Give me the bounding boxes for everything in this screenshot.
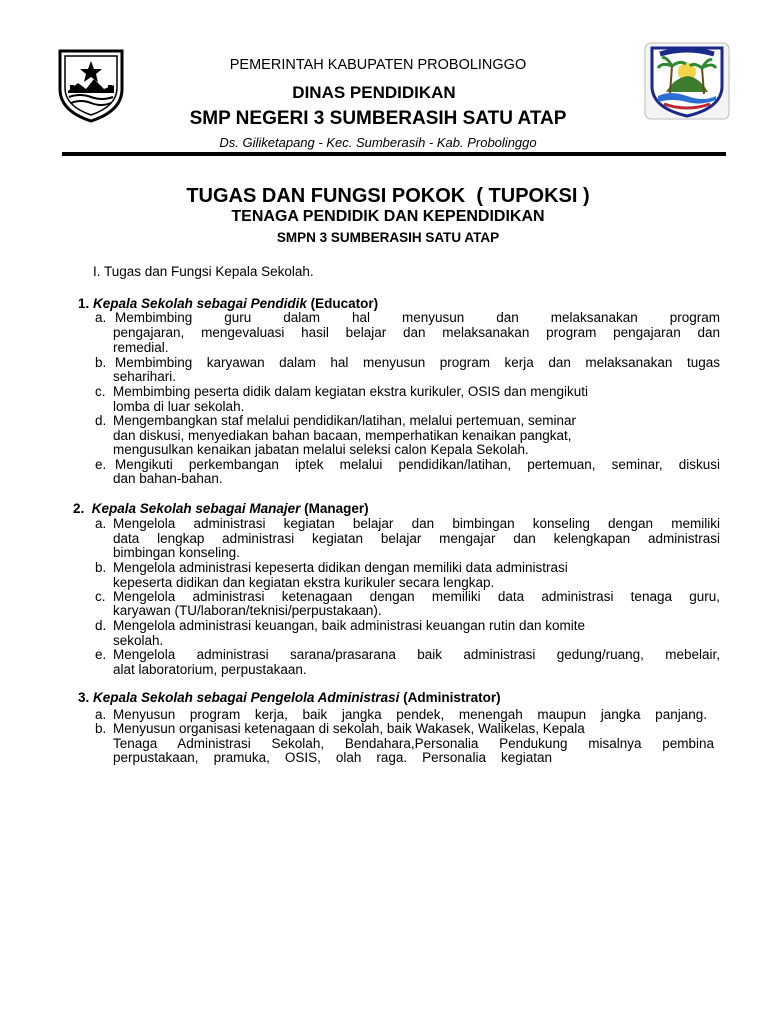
part-role: Kepala Sekolah sebagai Pendidik [93,296,307,311]
part-number: 2. [73,501,85,516]
item-line: perpustakaan, pramuka, OSIS, olah raga. Personalia kegiatan [113,750,552,765]
item-line: dan bahan-bahan. [113,471,223,486]
item-line: karyawan (TU/laboran/teknisi/perpustakaan). [113,603,382,618]
item-letter: a. [95,310,107,325]
document-title: TUGAS DAN FUNGSI POKOK ( TUPOKSI ) [186,185,590,207]
part-english: (Educator) [310,296,379,311]
item-line: dan diskusi, menyediakan bahan bacaan, memperhatikan kenaikan pangkat, [113,428,572,443]
part-heading [78,690,501,705]
item-letter: b. [95,721,107,736]
school-name: SMP NEGERI 3 SUMBERASIH SATU ATAP [189,108,567,129]
item-letter: b. [95,560,107,575]
item-line: Membimbing guru dalam hal menyusun dan melaksanakan program [115,310,720,325]
item-letter: a. [95,516,107,531]
item-line: bimbingan konseling. [113,545,240,560]
item-line: Mengikuti perkembangan iptek melalui pendidikan/latihan, pertemuan, seminar, diskusi [115,457,720,472]
department-name: DINAS PENDIDIKAN [292,83,456,102]
item-line: Membimbing peserta didik dalam kegiatan ekstra kurikuler, OSIS dan mengikuti [113,384,588,399]
item-letter: d. [95,413,107,428]
item-line: Mengembangkan staf melalui pendidikan/latihan, melalui pertemuan, seminar [113,413,577,428]
letterhead-divider [62,152,726,156]
section-heading: I. Tugas dan Fungsi Kepala Sekolah. [93,264,314,279]
part-english: (Manager) [304,501,369,516]
part-number: 3. [78,690,90,705]
item-letter: c. [95,589,106,604]
item-line: Tenaga Administrasi Sekolah, Bendahara,Personalia Pendukung misalnya pembina [113,736,714,751]
item-line: pengajaran, mengevaluasi hasil belajar dan melaksanakan program pengajaran dan [113,325,720,340]
item-line: Menyusun program kerja, baik jangka pendek, menengah maupun jangka panjang. [113,707,707,722]
document-subtitle: TENAGA PENDIDIK DAN KEPENDIDIKAN [231,208,545,225]
item-line: Menyusun organisasi ketenagaan di sekolah, baik Wakasek, Walikelas, Kepala [113,721,585,736]
item-line: Mengelola administrasi keuangan, baik administrasi keuangan rutin dan komite [113,618,586,633]
part-number: 1. [78,296,90,311]
item-line: Membimbing karyawan dalam hal menyusun program kerja dan melaksanakan tugas [115,355,720,370]
item-line: remedial. [113,340,169,355]
item-line: Mengelola administrasi sarana/prasarana baik administrasi gedung/ruang, mebelair, [113,647,720,662]
item-line: lomba di luar sekolah. [113,399,245,414]
part-heading [73,501,369,516]
item-letter: d. [95,618,107,633]
school-address: Ds. Giliketapang - Kec. Sumberasih - Kab. Probolinggo [219,135,537,150]
item-letter: e. [95,647,107,662]
government-name: PEMERINTAH KABUPATEN PROBOLINGGO [229,57,527,73]
item-line: seharihari. [113,369,177,384]
item-letter: e. [95,457,107,472]
part-english: (Administrator) [403,690,501,705]
item-line: kepeserta didikan dan kegiatan ekstra kurikuler secara lengkap. [113,575,495,590]
item-letter: b. [95,355,107,370]
item-line: mengusulkan kenaikan jabatan melalui seleksi calon Kepala Sekolah. [113,442,529,457]
part-heading [78,296,378,311]
document-school-subtitle: SMPN 3 SUMBERASIH SATU ATAP [276,230,500,245]
item-line: Mengelola administrasi ketenagaan dengan memiliki data administrasi tenaga guru, [113,589,720,604]
item-line: sekolah. [113,633,164,648]
item-letter: c. [95,384,106,399]
item-line: Mengelola administrasi kepeserta didikan dengan memiliki data administrasi [113,560,568,575]
item-line: data lengkap administrasi kegiatan belajar mengajar dan kelengkapan administrasi [113,531,720,546]
part-role: Kepala Sekolah sebagai Manajer [91,501,301,516]
part-role: Kepala Sekolah sebagai Pengelola Administrasi [93,690,400,705]
item-letter: a. [95,707,107,722]
item-line: Mengelola administrasi kegiatan belajar dan bimbingan konseling dengan memiliki [113,516,720,531]
item-line: alat laboratorium, perpustakaan. [113,662,307,677]
